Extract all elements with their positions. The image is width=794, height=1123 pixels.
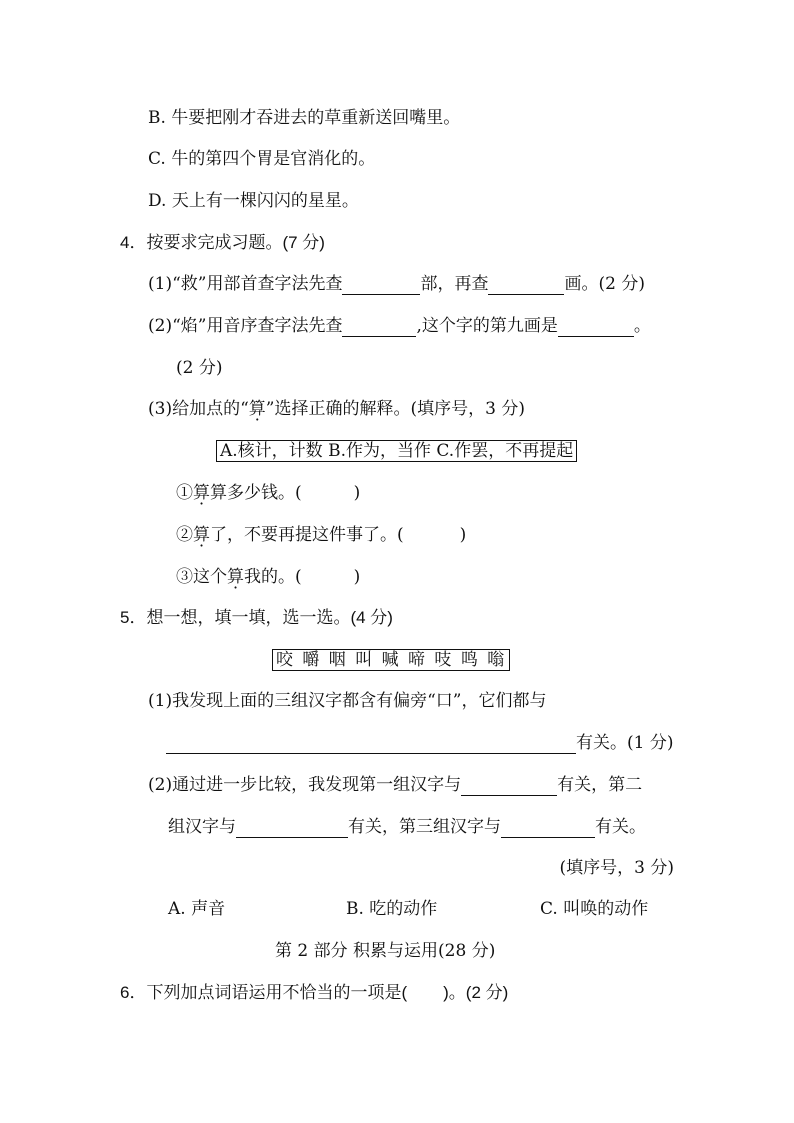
answer-blank[interactable] (461, 777, 557, 796)
question-6-text-b: )。(2 分) (443, 983, 509, 1002)
option-c: C. 牛的第四个胃是官消化的。 (148, 149, 376, 169)
q4-part-3 (148, 398, 525, 420)
q4-part-1-text-b: 部，再查 (420, 274, 489, 294)
q4-part-2-text-c: 。 (633, 316, 651, 336)
answer-blank[interactable] (488, 276, 564, 295)
sentence-number: ① (176, 483, 193, 503)
dotted-char: 算 (193, 483, 210, 503)
answer-blank[interactable] (558, 318, 634, 337)
q4-part-3-text-a: (3)给加点的“ (148, 399, 249, 419)
sentence-text: 我的。( (244, 567, 302, 587)
question-5-title: 5．想一想，填一填，选一选。(4 分) (120, 608, 393, 627)
close-paren: ) (459, 525, 467, 545)
sentence-number: ② (176, 525, 193, 545)
answer-blank[interactable] (236, 819, 348, 838)
q5-part-1: (1)我发现上面的三组汉字都含有偏旁“口”，它们都与 (148, 691, 547, 711)
character-box-text: 咬 嚼 咽 叫 喊 啼 吱 鸣 嗡 (272, 649, 510, 671)
q4-part-1-text-c: 画。(2 分) (564, 274, 645, 294)
q4-sentence-3 (176, 566, 360, 588)
dotted-char: 算 (227, 567, 244, 587)
q5-part-2-text-d: 有关，第三组汉字与 (348, 817, 501, 837)
answer-blank[interactable] (501, 819, 595, 838)
character-box (272, 649, 510, 671)
q5-part-2-text-b: 有关，第二 (557, 775, 643, 795)
close-paren: ) (353, 483, 361, 503)
q4-part-2 (148, 315, 651, 337)
q4-part-3-text-b: ”选择正确的解释。(填序号，3 分) (265, 399, 525, 419)
definition-box-text: A.核计，计数 B.作为，当作 C.作罢，不再提起 (216, 440, 577, 462)
q5-part-2 (148, 774, 642, 796)
q4-part-2-text-a: (2)“焰”用音序查字法先查 (148, 316, 343, 336)
question-6-text-a: 6．下列加点词语运用不恰当的一项是( (120, 983, 408, 1002)
question-6-title (120, 982, 508, 1004)
q5-part-1-line (166, 732, 673, 754)
sentence-text: ③这个 (176, 567, 227, 587)
q5-part-2-text-e: 有关。 (595, 817, 646, 837)
q4-part-1 (148, 273, 645, 295)
q4-part-2-score: (2 分) (176, 358, 223, 378)
q5-part-2-text-a: (2)通过进一步比较，我发现第一组汉字与 (148, 775, 462, 795)
q5-option-b: B. 吃的动作 (346, 899, 438, 919)
answer-blank[interactable] (166, 735, 576, 754)
sentence-text: 了，不要再提这件事了。( (210, 525, 404, 545)
option-b: B. 牛要把刚才吞进去的草重新送回嘴里。 (148, 108, 461, 128)
answer-blank[interactable] (342, 276, 420, 295)
q5-option-a: A. 声音 (168, 899, 226, 919)
q5-option-c: C. 叫唤的动作 (540, 899, 649, 919)
close-paren: ) (353, 567, 361, 587)
q4-sentence-1 (176, 482, 360, 504)
q5-part-1-tail: 有关。(1 分) (576, 733, 674, 753)
definition-box (216, 440, 577, 462)
option-d: D. 天上有一棵闪闪的星星。 (148, 191, 359, 211)
q4-part-2-text-b: ,这个字的第九画是 (416, 316, 558, 336)
answer-blank[interactable] (342, 318, 416, 337)
q5-part-2-score: (填序号，3 分) (559, 858, 674, 878)
q5-part-2-text-c: 组汉字与 (168, 817, 236, 837)
dotted-char: 算 (193, 525, 210, 545)
sentence-text: 算多少钱。( (210, 483, 302, 503)
q4-sentence-2 (176, 524, 466, 546)
q4-part-1-text-a: (1)“救”用部首查字法先查 (148, 274, 343, 294)
question-4-title: 4．按要求完成习题。(7 分) (120, 233, 325, 252)
q5-part-2-cont (168, 816, 646, 838)
section-2-heading: 第 2 部分 积累与运用(28 分) (275, 941, 496, 961)
dotted-char: 算 (248, 399, 266, 419)
